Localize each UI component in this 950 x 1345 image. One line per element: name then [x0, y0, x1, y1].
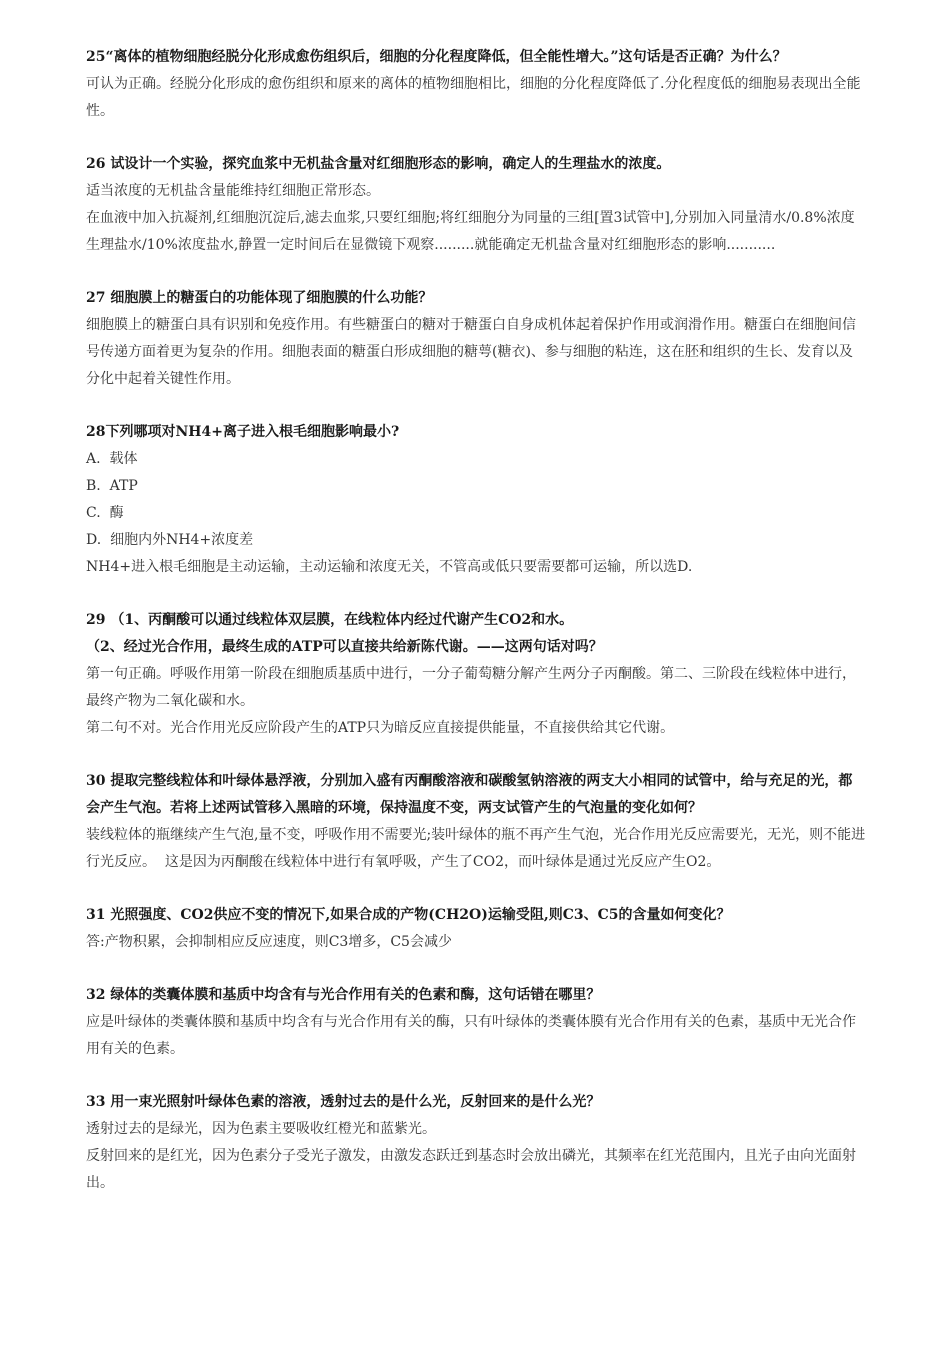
- qa-item-25: [86, 44, 866, 125]
- answer-option-d: D. 细胞内外NH4+浓度差: [86, 532, 254, 548]
- answer-text: 装线粒体的瓶继续产生气泡,量不变，呼吸作用不需要光;装叶绿体的瓶不再产生气泡，光合作用光反应需要光，无光，则不能进行光反应。 这是因为丙酮酸在线粒体中进行有氧呼吸，产生了CO2，而叶绿体是通过光反应产生O2。: [86, 827, 866, 870]
- question-text: 27 细胞膜上的糖蛋白的功能体现了细胞膜的什么功能？: [86, 290, 433, 306]
- qa-item-26: [86, 151, 866, 259]
- question-text: （2、经过光合作用，最终生成的ATP可以直接共给新陈代谢。——这两句话对吗？: [86, 639, 603, 655]
- qa-item-29: [86, 607, 866, 742]
- qa-item-31: [86, 902, 866, 956]
- qa-item-32: [86, 982, 866, 1063]
- question-text: 28下列哪项对NH4+离子进入根毛细胞影响最小?: [86, 424, 400, 440]
- answer-text: 第一句正确。呼吸作用第一阶段在细胞质基质中进行，一分子葡萄糖分解产生两分子丙酮酸。第二、三阶段在线粒体中进行，最终产物为二氧化碳和水。: [86, 666, 856, 709]
- answer-text: 在血液中加入抗凝剂,红细胞沉淀后,滤去血浆,只要红细胞;将红细胞分为同量的三组[置3试管中],分别加入同量清水/0.8%浓度生理盐水/10%浓度盐水,静置一定时间后在显微镜下观察.........就能确定无机盐含量对红细胞形态的影响...........: [86, 210, 855, 253]
- answer-text: 细胞膜上的糖蛋白具有识别和免疫作用。有些糖蛋白的糖对于糖蛋白自身成机体起着保护作用或润滑作用。糖蛋白在细胞间信号传递方面着更为复杂的作用。细胞表面的糖蛋白形成细胞的糖萼(糖衣)、参与细胞的粘连，这在胚和组织的生长、发育以及分化中起着关键性作用。: [86, 317, 856, 387]
- answer-option-c: C. 酶: [86, 505, 124, 521]
- answer-text: 透射过去的是绿光，因为色素主要吸收红橙光和蓝紫光。: [86, 1121, 436, 1137]
- question-text: 26 试设计一个实验，探究血浆中无机盐含量对红细胞形态的影响，确定人的生理盐水的浓度。: [86, 156, 671, 172]
- qa-item-33: [86, 1089, 866, 1197]
- question-text: 25“离体的植物细胞经脱分化形成愈伤组织后，细胞的分化程度降低，但全能性增大。”这句话是否正确？为什么？: [86, 49, 787, 65]
- question-text: 33 用一束光照射叶绿体色素的溶液，透射过去的是什么光，反射回来的是什么光？: [86, 1094, 601, 1110]
- answer-text: 第二句不对。光合作用光反应阶段产生的ATP只为暗反应直接提供能量，不直接供给其它代谢。: [86, 720, 675, 736]
- answer-text: 可认为正确。经脱分化形成的愈伤组织和原来的离体的植物细胞相比，细胞的分化程度降低了.分化程度低的细胞易表现出全能性。: [86, 76, 861, 119]
- question-text: 30 提取完整线粒体和叶绿体悬浮液，分别加入盛有丙酮酸溶液和碳酸氢钠溶液的两支大小相同的试管中，给与充足的光，都会产生气泡。若将上述两试管移入黑暗的环境，保持温度不变，两支试管产生的气泡量的变化如何？: [86, 773, 853, 816]
- answer-text: 适当浓度的无机盐含量能维持红细胞正常形态。: [86, 183, 380, 199]
- question-text: 29 （1、丙酮酸可以通过线粒体双层膜，在线粒体内经过代谢产生CO2和水。: [86, 612, 574, 628]
- question-text: 31 光照强度、CO2供应不变的情况下,如果合成的产物(CH2O)运输受阻,则C3、C5的含量如何变化？: [86, 907, 731, 923]
- qa-item-30: [86, 768, 866, 876]
- qa-item-27: [86, 285, 866, 393]
- qa-item-28: [86, 419, 866, 581]
- answer-option-b: B. ATP: [86, 478, 138, 494]
- answer-text: 答:产物积累，会抑制相应反应速度，则C3增多，C5会减少: [86, 934, 452, 950]
- answer-text: 反射回来的是红光，因为色素分子受光子激发，由激发态跃迁到基态时会放出磷光，其频率在红光范围内，且光子由向光面射出。: [86, 1148, 856, 1191]
- document-page: [86, 44, 866, 1223]
- answer-text: NH4+进入根毛细胞是主动运输，主动运输和浓度无关，不管高或低只要需要都可运输，所以选D.: [86, 559, 693, 575]
- question-text: 32 绿体的类囊体膜和基质中均含有与光合作用有关的色素和酶，这句话错在哪里？: [86, 987, 601, 1003]
- answer-option-a: A. 载体: [86, 451, 138, 467]
- answer-text: 应是叶绿体的类囊体膜和基质中均含有与光合作用有关的酶，只有叶绿体的类囊体膜有光合作用有关的色素，基质中无光合作用有关的色素。: [86, 1014, 856, 1057]
